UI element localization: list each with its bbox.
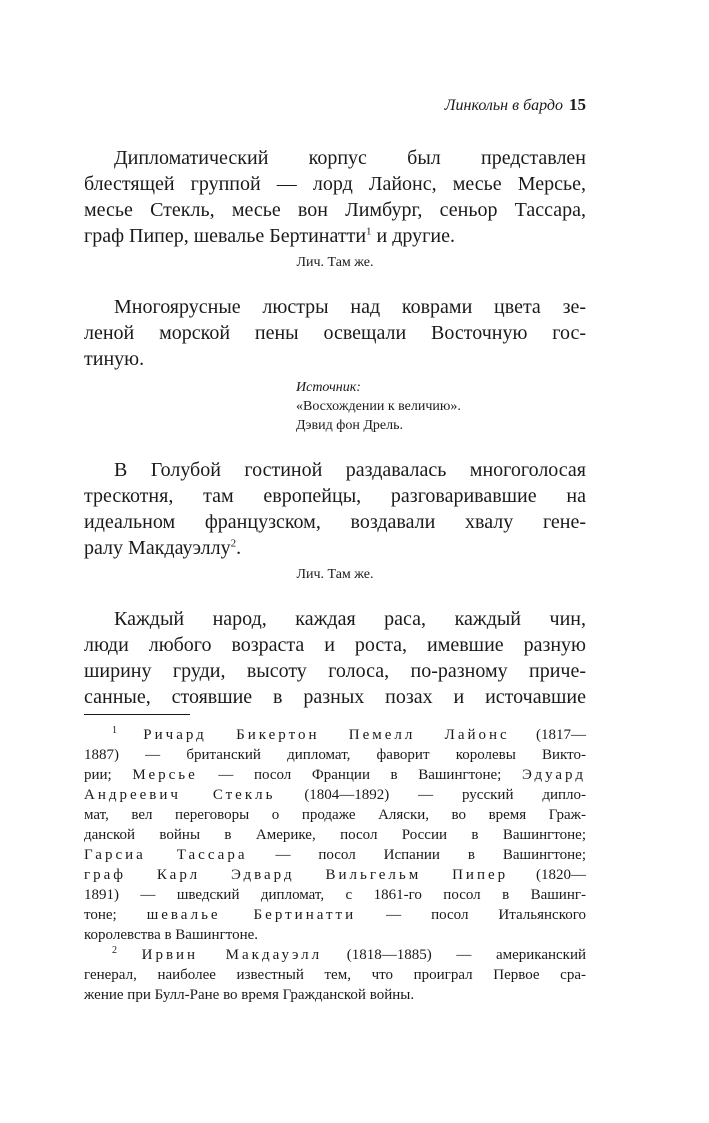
text-line: Каждый народ, каждая раса, каждый чин, bbox=[114, 608, 586, 630]
text-line: ралу Макдауэллу$^2$. bbox=[84, 537, 242, 559]
book-title: Линкольн в бардо bbox=[444, 97, 563, 114]
footnote-marker: 1 bbox=[112, 725, 117, 736]
footnote-ref-1[interactable]: 1 bbox=[366, 225, 372, 238]
text-line: месье Стекль, месье вон Лимбург, сеньор Тассара, bbox=[84, 199, 586, 221]
running-header bbox=[445, 95, 586, 115]
footnote-line: $^2$ Ирвин Макдауэлл (1818—1885) — американский bbox=[112, 945, 587, 963]
footnote-divider bbox=[84, 714, 190, 715]
footnote-1 bbox=[84, 725, 586, 945]
paragraph-diplomatic-corps bbox=[84, 145, 586, 249]
footnote-ref-2[interactable]: 2 bbox=[230, 537, 237, 550]
text-line: блестящей группой — лорд Лайонс, месье Мерсье, bbox=[84, 173, 586, 195]
footnote-line: Андреевич Стекль (1804—1892) — русский дипло- bbox=[84, 787, 586, 803]
source-citation-block bbox=[84, 378, 586, 435]
text-line: идеальном французском, воздавали хвалу гене- bbox=[84, 511, 586, 533]
source-citation: Лич. Там же. bbox=[296, 567, 374, 582]
footnote-2 bbox=[84, 945, 586, 1005]
source-label: Источник: bbox=[296, 380, 361, 395]
footnote-line: 1891) — шведский дипломат, с 1861-го посол в Вашинг- bbox=[84, 887, 586, 903]
footnote-line: мат, вел переговоры о продаже Аляски, во время Граж- bbox=[84, 807, 586, 823]
paragraph-every-nation bbox=[84, 606, 586, 710]
source-author: Дэвид фон Дрель. bbox=[296, 418, 403, 433]
text-line: люди любого возраста и роста, имевшие разную bbox=[84, 634, 586, 656]
source-citation: Лич. Там же. bbox=[296, 255, 374, 270]
text-line: Многоярусные люстры над коврами цвета зе- bbox=[114, 296, 586, 318]
footnote-line: жение при Булл-Ране во время Гражданской войны. bbox=[84, 987, 415, 1003]
footnote-line: Гарсиа Тассара — посол Испании в Вашингтоне; bbox=[84, 847, 586, 863]
footnotes bbox=[84, 725, 586, 1005]
footnote-line: королевства в Вашингтоне. bbox=[84, 927, 259, 943]
footnote-line: граф Карл Эдвард Вильгельм Пипер (1820— bbox=[84, 867, 586, 883]
text-line: тиную. bbox=[84, 348, 145, 370]
text-line: ширину груди, высоту голоса, по-разному приче- bbox=[84, 660, 586, 682]
footnote-line: генерал, наиболее известный тем, что проиграл Первое сра- bbox=[84, 967, 586, 983]
paragraph-chandeliers bbox=[84, 294, 586, 372]
text-line: трескотня, там европейцы, разговаривавшие на bbox=[84, 485, 586, 507]
text-line: Дипломатический корпус был представлен bbox=[114, 147, 586, 169]
footnote-line: 1887) — британский дипломат, фаворит королевы Викто- bbox=[84, 747, 586, 763]
page-number: 15 bbox=[569, 95, 586, 114]
text-line: граф Пипер, шевалье Бертинатти$^1$ и другие. bbox=[84, 225, 455, 247]
text-line: санные, стоявшие в разных позах и источавшие bbox=[84, 686, 586, 708]
footnote-line: тоне; шевалье Бертинатти — посол Итальянского bbox=[84, 907, 587, 923]
footnote-marker: 2 bbox=[112, 945, 117, 956]
paragraph-blue-room bbox=[84, 457, 586, 561]
footnote-line: данской войны в Америке, посол России в Вашингтоне; bbox=[84, 827, 586, 843]
source-work: «Восхождении к величию». bbox=[296, 399, 461, 414]
footnote-line: $^1$ Ричард Бикертон Пемелл Лайонс (1817— bbox=[112, 725, 587, 743]
text-line: В Голубой гостиной раздавалась многоголосая bbox=[114, 459, 586, 481]
text-line: леной морской пены освещали Восточную гос- bbox=[84, 322, 586, 344]
footnote-line: рии; Мерсье — посол Франции в Вашингтоне; Эдуард bbox=[84, 767, 586, 783]
main-text bbox=[84, 145, 586, 710]
